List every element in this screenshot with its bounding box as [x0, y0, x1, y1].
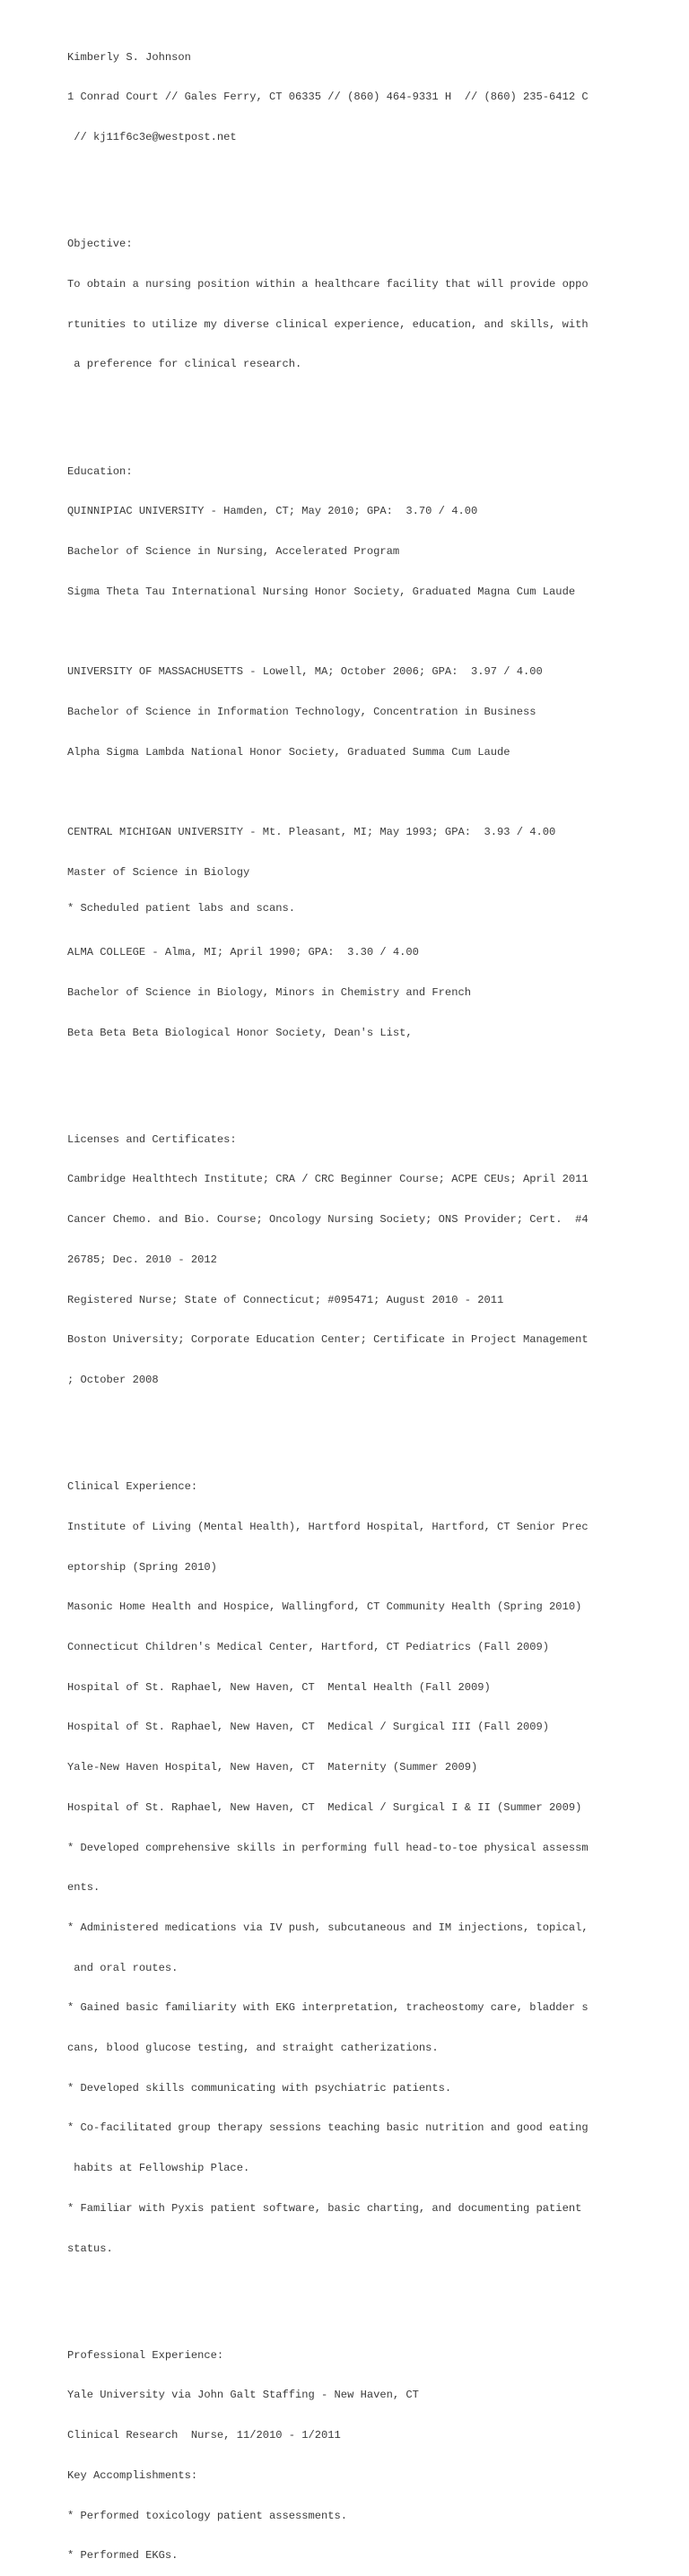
section-heading-professional: Professional Experience:	[67, 2348, 224, 2362]
section-heading-education: Education:	[67, 464, 133, 478]
objective-line: rtunities to utilize my diverse clinical experience, education, and skills, with	[67, 317, 589, 331]
license-line: ; October 2008	[67, 1373, 159, 1386]
section-heading-clinical: Clinical Experience:	[67, 1480, 198, 1494]
clinical-line: cans, blood glucose testing, and straight catherizations.	[67, 2042, 439, 2055]
clinical-line: * Developed comprehensive skills in performing full head-to-toe physical assessm	[67, 1841, 589, 1854]
objective-line: To obtain a nursing position within a healthcare facility that will provide oppo	[67, 278, 589, 291]
objective-line: a preference for clinical research.	[67, 358, 302, 371]
clinical-line: and oral routes.	[67, 1961, 179, 1974]
clinical-line: * Familiar with Pyxis patient software, basic charting, and documenting patient	[67, 2201, 582, 2215]
education-line: QUINNIPIAC UNIVERSITY - Hamden, CT; May 2010; GPA: 3.70 / 4.00	[67, 505, 478, 518]
education-line: Beta Beta Beta Biological Honor Society, Dean's List,	[67, 1026, 413, 1039]
clinical-line: Hospital of St. Raphael, New Haven, CT Medical / Surgical I & II (Summer 2009)	[67, 1800, 582, 1814]
resume-document	[67, 11, 677, 2576]
education-line: Bachelor of Science in Information Technology, Concentration in Business	[67, 705, 536, 718]
education-line: ALMA COLLEGE - Alma, MI; April 1990; GPA: 3.30 / 4.00	[67, 946, 419, 959]
spacer	[67, 171, 677, 185]
professional-line: * Scheduled patient labs and scans.	[67, 902, 296, 915]
clinical-line: Yale-New Haven Hospital, New Haven, CT Maternity (Summer 2009)	[67, 1761, 478, 1774]
professional-line: * Performed toxicology patient assessments.	[67, 2509, 348, 2522]
clinical-line: * Developed skills communicating with psychiatric patients.	[67, 2081, 452, 2095]
clinical-line: Hospital of St. Raphael, New Haven, CT Mental Health (Fall 2009)	[67, 1680, 491, 1694]
clinical-line: * Co-facilitated group therapy sessions teaching basic nutrition and good eating	[67, 2121, 589, 2135]
spacer	[67, 1066, 677, 1080]
clinical-line: Hospital of St. Raphael, New Haven, CT Medical / Surgical III (Fall 2009)	[67, 1721, 550, 1734]
education-line: Bachelor of Science in Biology, Minors in Chemistry and French	[67, 985, 471, 999]
spacer	[67, 398, 677, 412]
education-line: UNIVERSITY OF MASSACHUSETTS - Lowell, MA; October 2006; GPA: 3.97 / 4.00	[67, 665, 543, 679]
clinical-line: status.	[67, 2242, 113, 2255]
clinical-line: eptorship (Spring 2010)	[67, 1560, 217, 1574]
education-line: Master of Science in Biology	[67, 865, 250, 879]
clinical-line: Connecticut Children's Medical Center, Hartford, CT Pediatrics (Fall 2009)	[67, 1640, 550, 1653]
section-heading-licenses: Licenses and Certificates:	[67, 1132, 237, 1146]
applicant-name: Kimberly S. Johnson	[67, 50, 191, 64]
professional-line: * Performed EKGs.	[67, 2549, 179, 2563]
education-line: Bachelor of Science in Nursing, Accelerated Program	[67, 545, 400, 559]
education-line: CENTRAL MICHIGAN UNIVERSITY - Mt. Pleasant, MI; May 1993; GPA: 3.93 / 4.00	[67, 826, 556, 838]
professional-line: Key Accomplishments:	[67, 2468, 198, 2482]
clinical-line: Masonic Home Health and Hospice, Wallingford, CT Community Health (Spring 2010)	[67, 1600, 582, 1614]
license-line: Cambridge Healthtech Institute; CRA / CRC Beginner Course; ACPE CEUs; April 2011	[67, 1173, 589, 1186]
section-heading-objective: Objective:	[67, 238, 133, 251]
contact-line: // kj11f6c3e@westpost.net	[67, 131, 237, 144]
professional-line: Yale University via John Galt Staffing - New Haven, CT	[67, 2389, 419, 2402]
spacer	[67, 2282, 677, 2295]
clinical-line: Institute of Living (Mental Health), Hartford Hospital, Hartford, CT Senior Prec	[67, 1520, 589, 1533]
spacer	[67, 785, 677, 799]
spacer	[67, 625, 677, 638]
license-line: Boston University; Corporate Education Center; Certificate in Project Management	[67, 1333, 589, 1347]
license-line: Registered Nurse; State of Connecticut; #095471; August 2010 - 2011	[67, 1293, 504, 1306]
clinical-line: habits at Fellowship Place.	[67, 2162, 250, 2175]
license-line: 26785; Dec. 2010 - 2012	[67, 1253, 217, 1266]
clinical-line: ents.	[67, 1881, 100, 1895]
contact-line: 1 Conrad Court // Gales Ferry, CT 06335 // (860) 464-9331 H // (860) 235-6412 C	[67, 91, 589, 104]
education-line: Sigma Theta Tau International Nursing Honor Society, Graduated Magna Cum Laude	[67, 585, 576, 598]
clinical-line: * Administered medications via IV push, subcutaneous and IM injections, topical,	[67, 1921, 589, 1934]
clinical-line: * Gained basic familiarity with EKG interpretation, tracheostomy care, bladder s	[67, 2001, 589, 2015]
spacer	[67, 1414, 677, 1427]
license-line: Cancer Chemo. and Bio. Course; Oncology Nursing Society; ONS Provider; Cert. #4	[67, 1213, 589, 1227]
professional-line: Clinical Research Nurse, 11/2010 - 1/2011	[67, 2429, 341, 2442]
education-line: Alpha Sigma Lambda National Honor Society, Graduated Summa Cum Laude	[67, 745, 510, 759]
